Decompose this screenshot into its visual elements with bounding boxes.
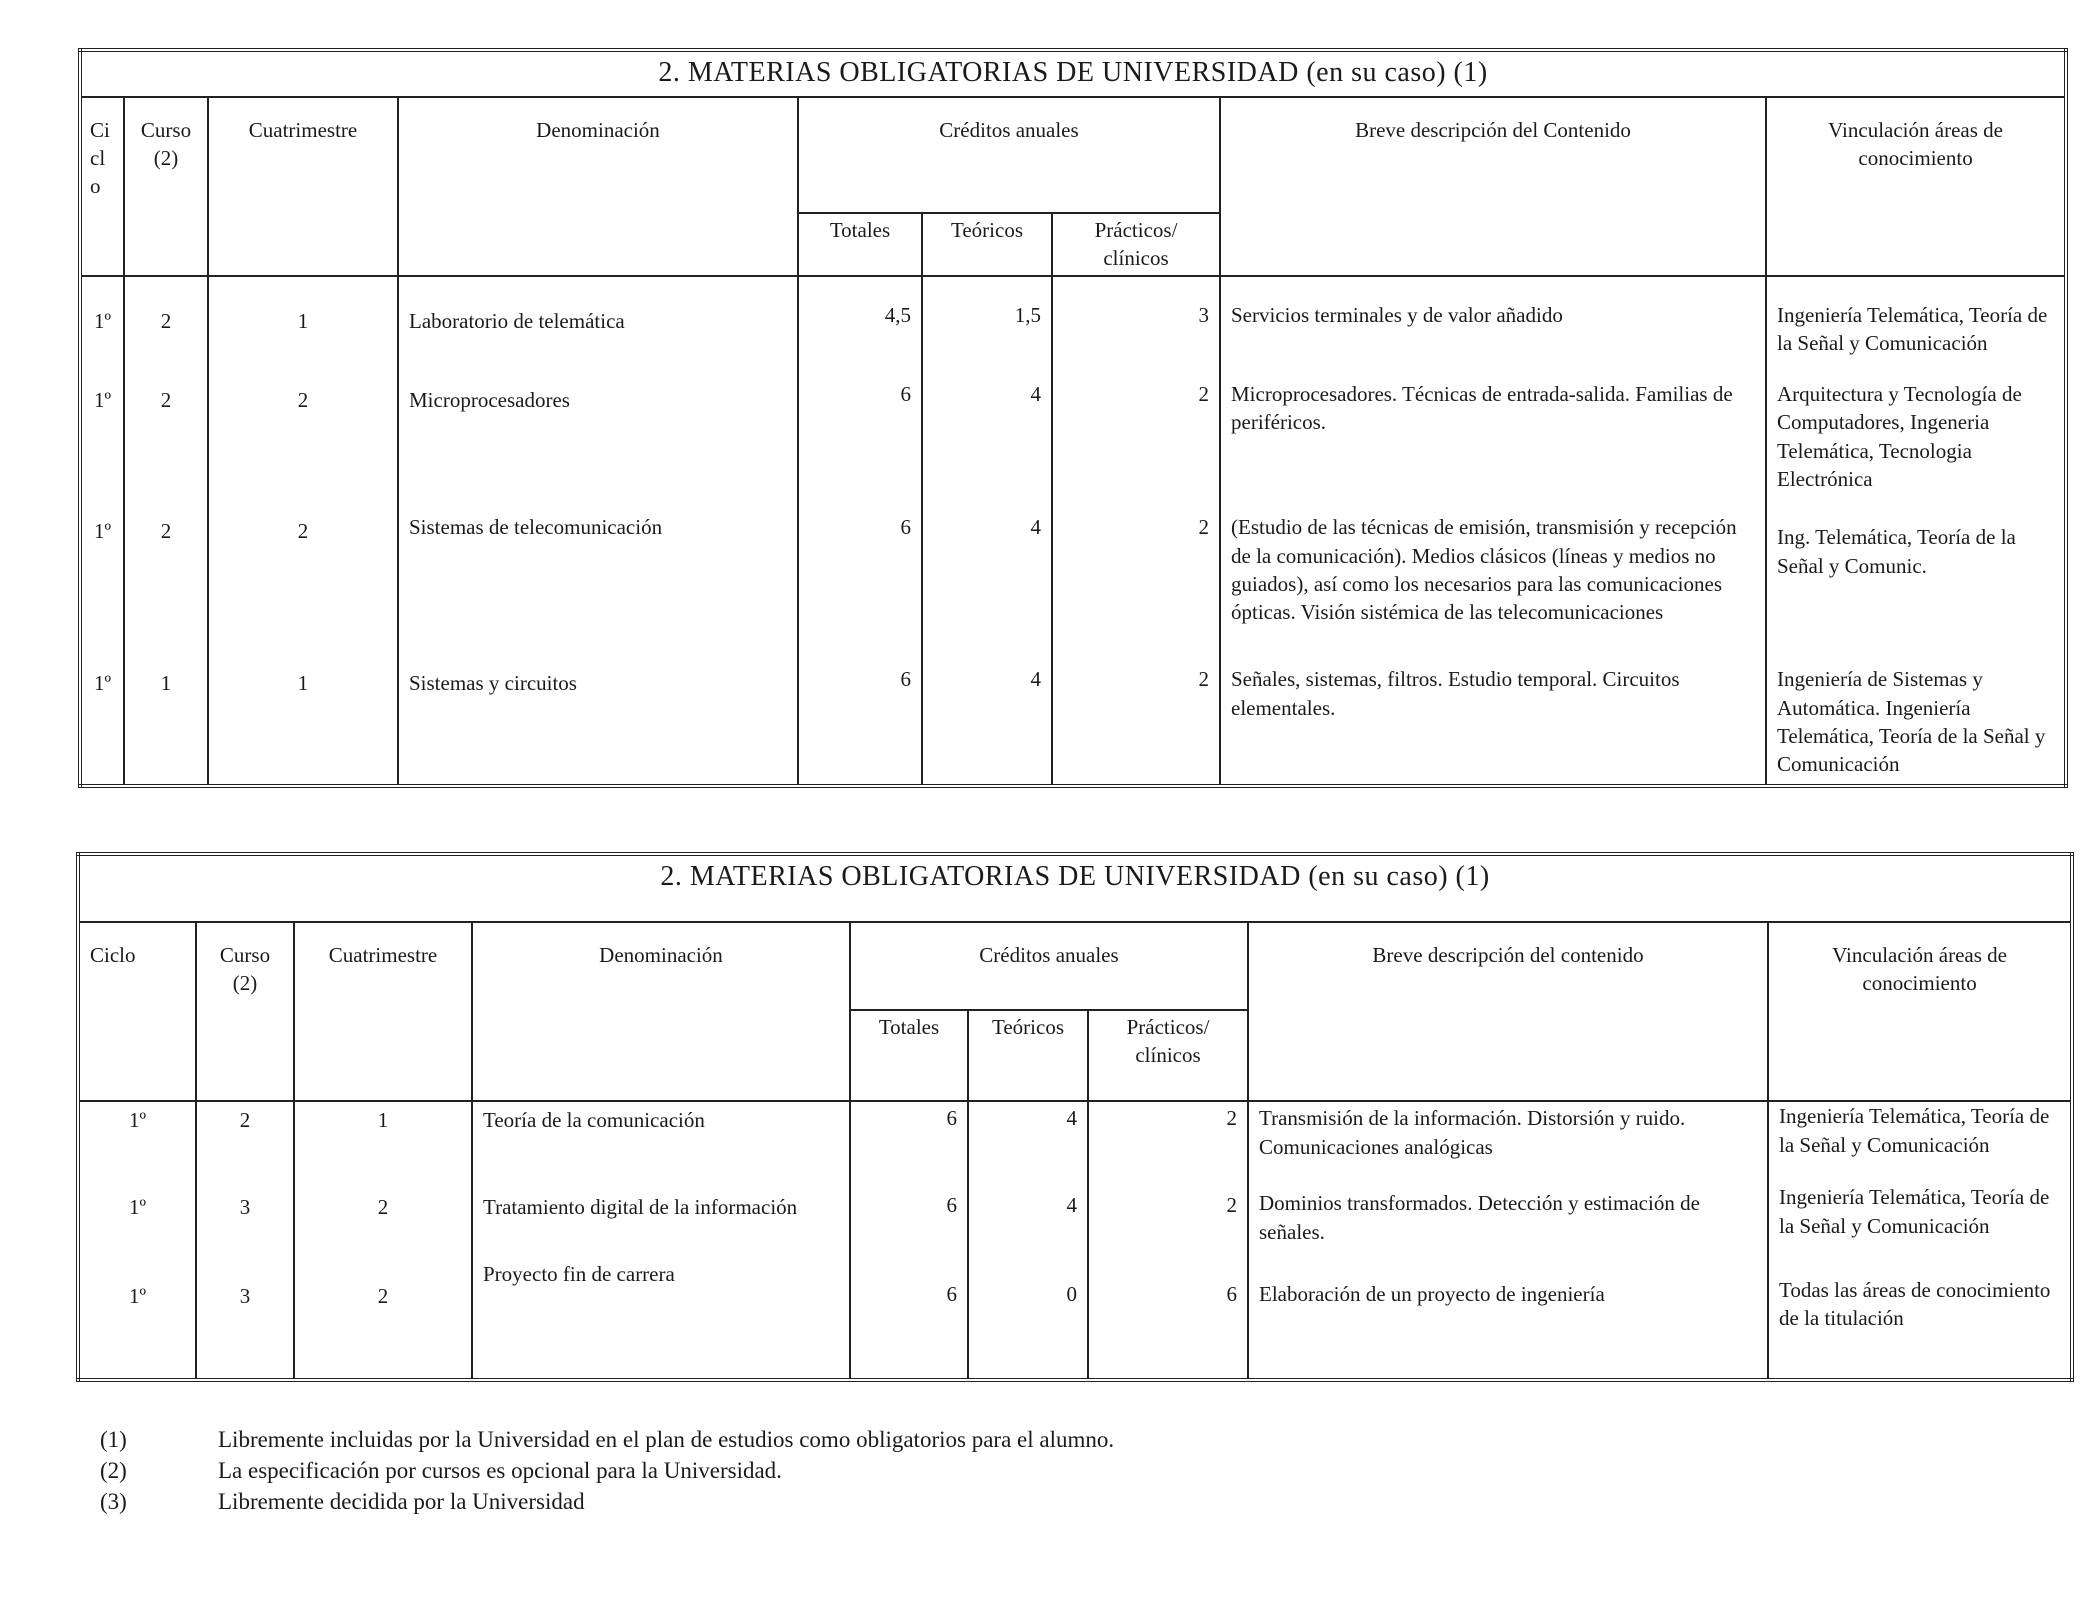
header-descripcion: Breve descripción del Contenido — [1220, 97, 1766, 276]
subjects-table-1 — [78, 48, 2068, 788]
table-row — [78, 1246, 2072, 1380]
header-descripcion: Breve descripción del contenido — [1248, 922, 1768, 1102]
cell-ciclo: 1º — [80, 360, 124, 493]
footnote — [100, 1455, 1114, 1486]
cell-totales: 6 — [798, 661, 922, 786]
cell-denominacion: Laboratorio de telemática — [398, 276, 798, 360]
cell-curso: 2 — [124, 493, 208, 661]
cell-cuatrimestre: 2 — [294, 1177, 472, 1246]
cell-teoricos: 4 — [968, 1177, 1088, 1246]
table-title: 2. MATERIAS OBLIGATORIAS DE UNIVERSIDAD (en su caso) (1) — [78, 854, 2072, 922]
footnote-text: Libremente incluidas por la Universidad en el plan de estudios como obligatorios para el alumno. — [218, 1427, 1115, 1452]
cell-denominacion: Proyecto fin de carrera — [472, 1246, 850, 1380]
cell-ciclo: 1º — [80, 493, 124, 661]
footnote — [100, 1424, 1114, 1455]
cell-practicos: 2 — [1052, 661, 1220, 786]
cell-descripcion: Servicios terminales y de valor añadido — [1220, 276, 1766, 360]
footnote — [100, 1486, 1114, 1517]
footnote-text: Libremente decidida por la Universidad — [218, 1489, 585, 1514]
cell-totales: 6 — [850, 1101, 968, 1177]
header-creditos: Créditos anuales — [850, 922, 1248, 1010]
footnotes — [100, 1424, 1114, 1517]
table-row — [80, 276, 2066, 360]
cell-curso: 2 — [196, 1101, 294, 1177]
cell-teoricos: 0 — [968, 1246, 1088, 1380]
header-creditos: Créditos anuales — [798, 97, 1220, 213]
header-cuatrimestre: Cuatrimestre — [294, 922, 472, 1102]
cell-cuatrimestre: 2 — [208, 360, 398, 493]
cell-vinculacion: Ingeniería de Sistemas y Automática. Ingeniería Telemática, Teoría de la Señal y Comunicación — [1766, 661, 2066, 786]
cell-ciclo: 1º — [78, 1246, 196, 1380]
cell-practicos: 2 — [1088, 1101, 1248, 1177]
cell-practicos: 6 — [1088, 1246, 1248, 1380]
cell-vinculacion: Ing. Telemática, Teoría de la Señal y Comunic. — [1766, 493, 2066, 661]
header-vinculacion: Vinculación áreas de conocimiento — [1768, 922, 2072, 1102]
cell-teoricos: 4 — [968, 1101, 1088, 1177]
cell-cuatrimestre: 1 — [294, 1101, 472, 1177]
header-totales: Totales — [850, 1010, 968, 1102]
header-practicos: Prácticos/ clínicos — [1088, 1010, 1248, 1102]
cell-descripcion: Dominios transformados. Detección y estimación de señales. — [1248, 1177, 1768, 1246]
footnote-text: La especificación por cursos es opcional para la Universidad. — [218, 1458, 782, 1483]
cell-ciclo: 1º — [80, 661, 124, 786]
footnote-number: (3) — [100, 1489, 127, 1514]
cell-vinculacion: Todas las áreas de conocimiento de la titulación — [1768, 1246, 2072, 1380]
cell-denominacion: Tratamiento digital de la información — [472, 1177, 850, 1246]
cell-curso: 3 — [196, 1246, 294, 1380]
table-row — [80, 360, 2066, 493]
cell-denominacion: Sistemas y circuitos — [398, 661, 798, 786]
cell-teoricos: 4 — [922, 493, 1052, 661]
table-row — [80, 493, 2066, 661]
cell-descripcion: Señales, sistemas, filtros. Estudio temporal. Circuitos elementales. — [1220, 661, 1766, 786]
footnote-number: (2) — [100, 1458, 127, 1483]
cell-practicos: 3 — [1052, 276, 1220, 360]
cell-ciclo: 1º — [78, 1101, 196, 1177]
cell-cuatrimestre: 2 — [294, 1246, 472, 1380]
cell-totales: 4,5 — [798, 276, 922, 360]
cell-vinculacion: Ingeniería Telemática, Teoría de la Señal y Comunicación — [1768, 1177, 2072, 1246]
header-teoricos: Teóricos — [968, 1010, 1088, 1102]
cell-denominacion: Microprocesadores — [398, 360, 798, 493]
cell-totales: 6 — [850, 1246, 968, 1380]
footnote-number: (1) — [100, 1427, 127, 1452]
table-title: 2. MATERIAS OBLIGATORIAS DE UNIVERSIDAD (en su caso) (1) — [80, 50, 2066, 97]
subjects-table-2 — [76, 852, 2074, 1382]
cell-practicos: 2 — [1052, 493, 1220, 661]
cell-descripcion: (Estudio de las técnicas de emisión, transmisión y recepción de la comunicación). Medios clásicos (líneas y medios no guiados), así como los necesarios para las comunicaciones ópticas. Visión sistémica de las telecomunicaciones — [1220, 493, 1766, 661]
cell-descripcion: Elaboración de un proyecto de ingeniería — [1248, 1246, 1768, 1380]
header-teoricos: Teóricos — [922, 213, 1052, 276]
cell-curso: 2 — [124, 360, 208, 493]
cell-totales: 6 — [850, 1177, 968, 1246]
cell-vinculacion: Ingeniería Telemática, Teoría de la Señal y Comunicación — [1768, 1101, 2072, 1177]
header-denominacion: Denominación — [398, 97, 798, 276]
cell-teoricos: 4 — [922, 661, 1052, 786]
cell-curso: 3 — [196, 1177, 294, 1246]
cell-cuatrimestre: 1 — [208, 276, 398, 360]
cell-cuatrimestre: 2 — [208, 493, 398, 661]
cell-ciclo: 1º — [80, 276, 124, 360]
cell-denominacion: Teoría de la comunicación — [472, 1101, 850, 1177]
header-cuatrimestre: Cuatrimestre — [208, 97, 398, 276]
cell-curso: 1 — [124, 661, 208, 786]
cell-totales: 6 — [798, 493, 922, 661]
table-row — [80, 661, 2066, 786]
header-curso: Curso (2) — [124, 97, 208, 276]
cell-teoricos: 4 — [922, 360, 1052, 493]
cell-vinculacion: Arquitectura y Tecnología de Computadores, Ingeneria Telemática, Tecnologia Electrónica — [1766, 360, 2066, 493]
cell-teoricos: 1,5 — [922, 276, 1052, 360]
table-row — [78, 1101, 2072, 1177]
cell-practicos: 2 — [1052, 360, 1220, 493]
cell-denominacion: Sistemas de telecomunicación — [398, 493, 798, 661]
cell-ciclo: 1º — [78, 1177, 196, 1246]
header-practicos: Prácticos/ clínicos — [1052, 213, 1220, 276]
cell-curso: 2 — [124, 276, 208, 360]
cell-practicos: 2 — [1088, 1177, 1248, 1246]
cell-totales: 6 — [798, 360, 922, 493]
header-totales: Totales — [798, 213, 922, 276]
header-denominacion: Denominación — [472, 922, 850, 1102]
cell-descripcion: Microprocesadores. Técnicas de entrada-salida. Familias de periféricos. — [1220, 360, 1766, 493]
table-row — [78, 1177, 2072, 1246]
header-ciclo: Ciclo — [78, 922, 196, 1102]
cell-descripcion: Transmisión de la información. Distorsión y ruido. Comunicaciones analógicas — [1248, 1101, 1768, 1177]
cell-cuatrimestre: 1 — [208, 661, 398, 786]
header-ciclo: Ci cl o — [80, 97, 124, 276]
cell-vinculacion: Ingeniería Telemática, Teoría de la Señal y Comunicación — [1766, 276, 2066, 360]
header-vinculacion: Vinculación áreas de conocimiento — [1766, 97, 2066, 276]
header-curso: Curso (2) — [196, 922, 294, 1102]
